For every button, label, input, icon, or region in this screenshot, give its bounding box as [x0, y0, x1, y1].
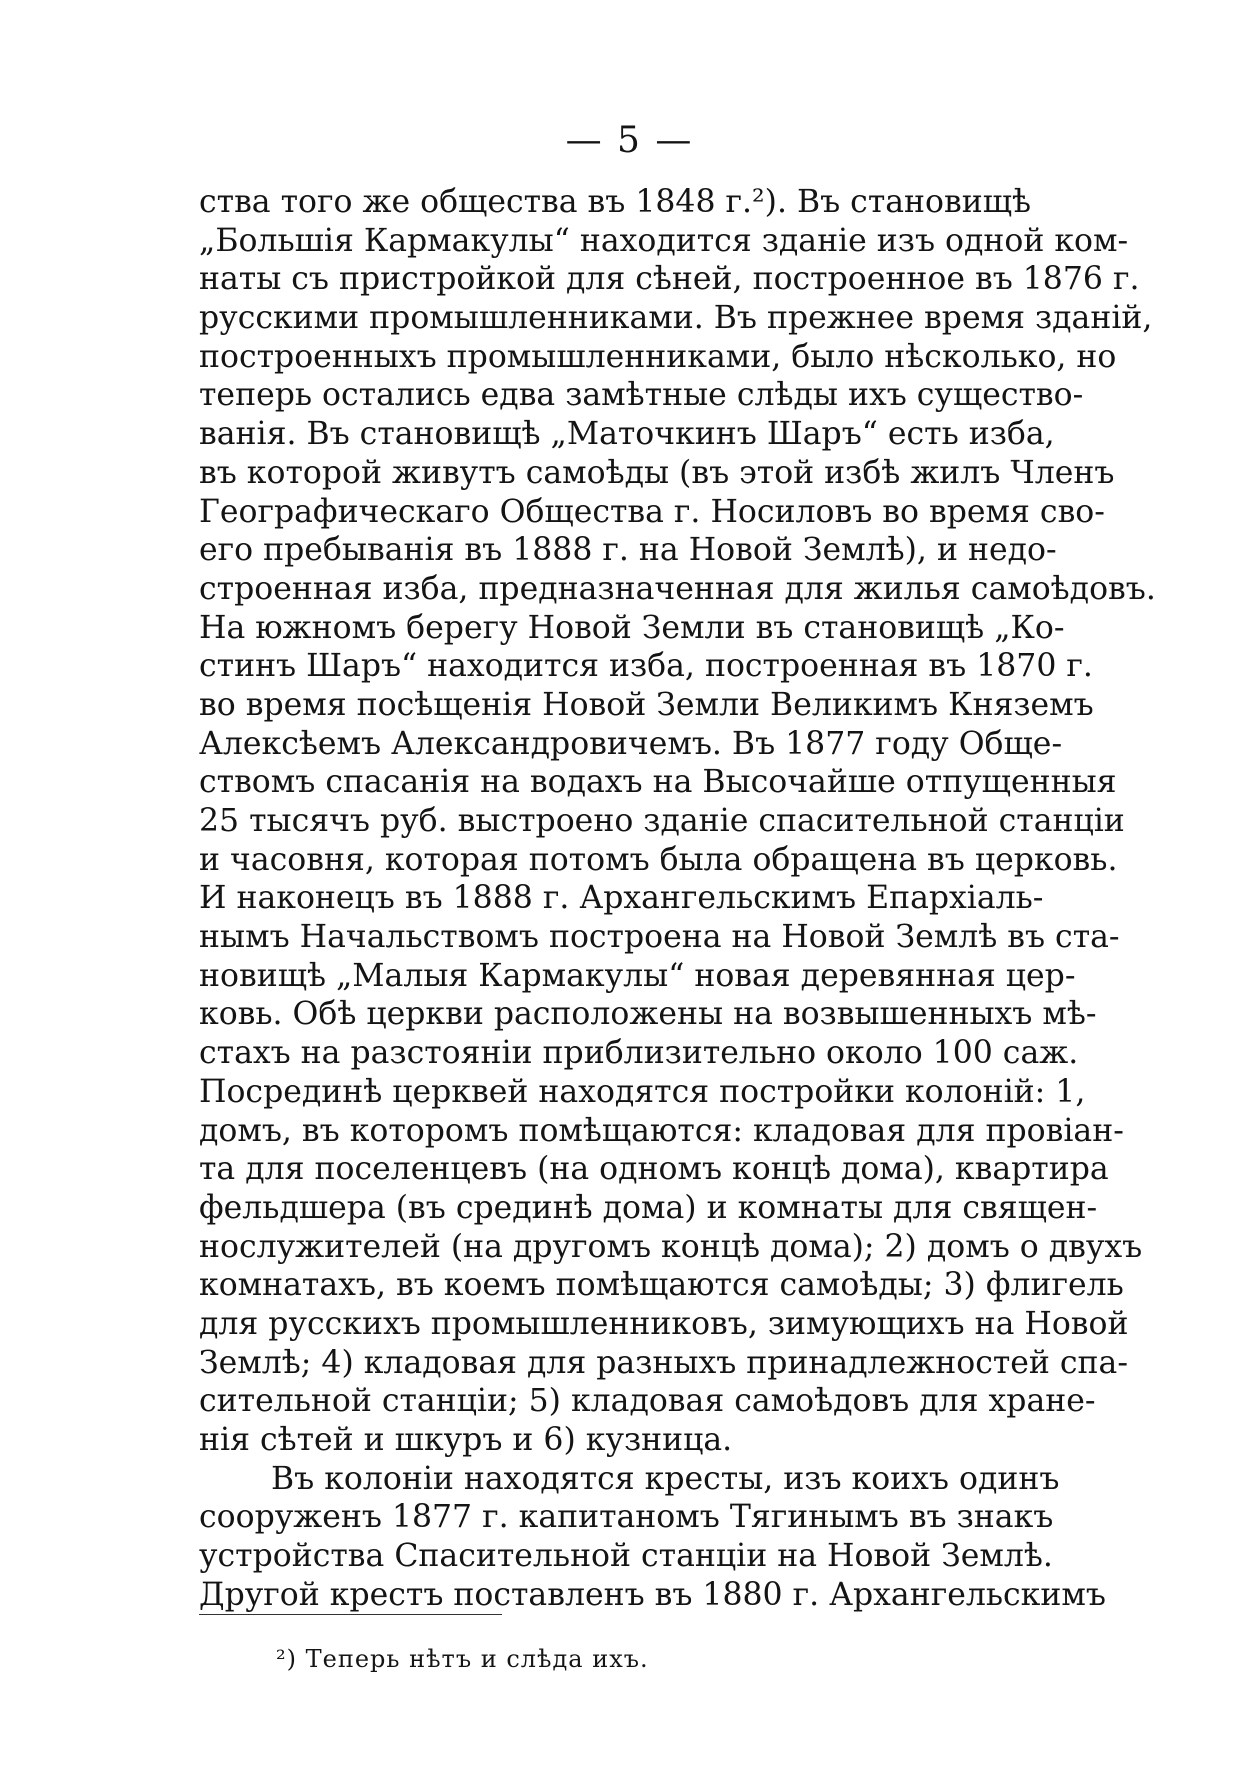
text-line: въ которой живутъ самоѣды (въ этой избѣ жилъ Членъ: [199, 454, 1115, 491]
text-line: наты съ пристройкой для сѣней, построенное въ 1876 г.: [199, 261, 1140, 298]
body-text: [199, 183, 1156, 1614]
text-line: теперь остались едва замѣтные слѣды ихъ существо-: [199, 377, 1084, 414]
text-line: для русскихъ промышленниковъ, зимующихъ на Новой: [199, 1305, 1129, 1342]
text-line: домъ, въ которомъ помѣщаются: кладовая для провіан-: [199, 1112, 1124, 1149]
text-line: его пребыванія въ 1888 г. на Новой Землѣ), и недо-: [199, 532, 1057, 569]
text-line: нымъ Начальствомъ построена на Новой Землѣ въ ста-: [199, 919, 1120, 956]
text-line: устройства Спасительной станціи на Новой Землѣ.: [199, 1538, 1053, 1575]
text-line: стинъ Шаръ“ находится изба, построенная въ 1870 г.: [199, 648, 1093, 685]
page-number: — 5 —: [565, 120, 694, 161]
text-line: И наконецъ въ 1888 г. Архангельскимъ Епархіаль-: [199, 880, 1044, 917]
text-line: стахъ на разстояніи приблизительно около 100 саж.: [199, 1035, 1079, 1072]
text-line: и часовня, которая потомъ была обращена въ церковь.: [199, 841, 1118, 878]
text-line: Другой крестъ поставленъ въ 1880 г. Архангельскимъ: [199, 1576, 1106, 1613]
text-line: На южномъ берегу Новой Земли въ становищѣ „Ко-: [199, 609, 1065, 646]
text-line: новищѣ „Малыя Кармакулы“ новая деревянная цер-: [199, 957, 1076, 994]
footnote: ²) Теперь нѣтъ и слѣда ихъ.: [276, 1645, 649, 1673]
text-line: та для поселенцевъ (на одномъ концѣ дома), квартира: [199, 1151, 1109, 1188]
text-line: Землѣ; 4) кладовая для разныхъ принадлежностей спа-: [199, 1344, 1128, 1381]
text-line: „Большія Кармакулы“ находится зданіе изъ одной ком-: [199, 222, 1129, 259]
text-line: во время посѣщенія Новой Земли Великимъ Княземъ: [199, 686, 1094, 723]
text-line: сооруженъ 1877 г. капитаномъ Тягинымъ въ знакъ: [199, 1499, 1054, 1536]
paragraph-end-line: нія сѣтей и шкуръ и 6) кузница.: [199, 1422, 733, 1458]
paragraph-start-line: Въ колоніи находятся кресты, изъ коихъ одинъ: [271, 1460, 1060, 1497]
text-line: комнатахъ, въ коемъ помѣщаются самоѣды; 3) флигель: [199, 1267, 1124, 1304]
text-line: ства того же общества въ 1848 г.²). Въ становищѣ: [199, 184, 1031, 220]
text-line: фельдшера (въ срединѣ дома) и комнаты для священ-: [199, 1189, 1098, 1226]
text-line: ванія. Въ становищѣ „Маточкинъ Шаръ“ есть изба,: [199, 416, 1055, 453]
text-line: строенная изба, предназначенная для жилья самоѣдовъ.: [199, 570, 1156, 607]
text-line: построенныхъ промышленниками, было нѣсколько, но: [199, 338, 1117, 375]
text-line: ствомъ спасанія на водахъ на Высочайше отпущенныя: [199, 764, 1117, 801]
text-line: ковь. Обѣ церкви расположены на возвышенныхъ мѣ-: [199, 996, 1097, 1033]
text-line: русскими промышленниками. Въ прежнее время зданій,: [199, 300, 1153, 337]
text-line: сительной станціи; 5) кладовая самоѣдовъ для хране-: [199, 1383, 1096, 1420]
text-line: 25 тысячъ руб. выстроено зданіе спасительной станціи: [199, 803, 1125, 839]
text-line: Географическаго Общества г. Носиловъ во время сво-: [199, 493, 1105, 530]
text-line: нослужителей (на другомъ концѣ дома); 2) домъ о двухъ: [199, 1228, 1143, 1265]
text-line: Алексѣемъ Александровичемъ. Въ 1877 году Обще-: [199, 725, 1063, 762]
footnote-divider: [199, 1614, 502, 1615]
text-line: Посрединѣ церквей находятся постройки колоній: 1,: [199, 1073, 1086, 1110]
